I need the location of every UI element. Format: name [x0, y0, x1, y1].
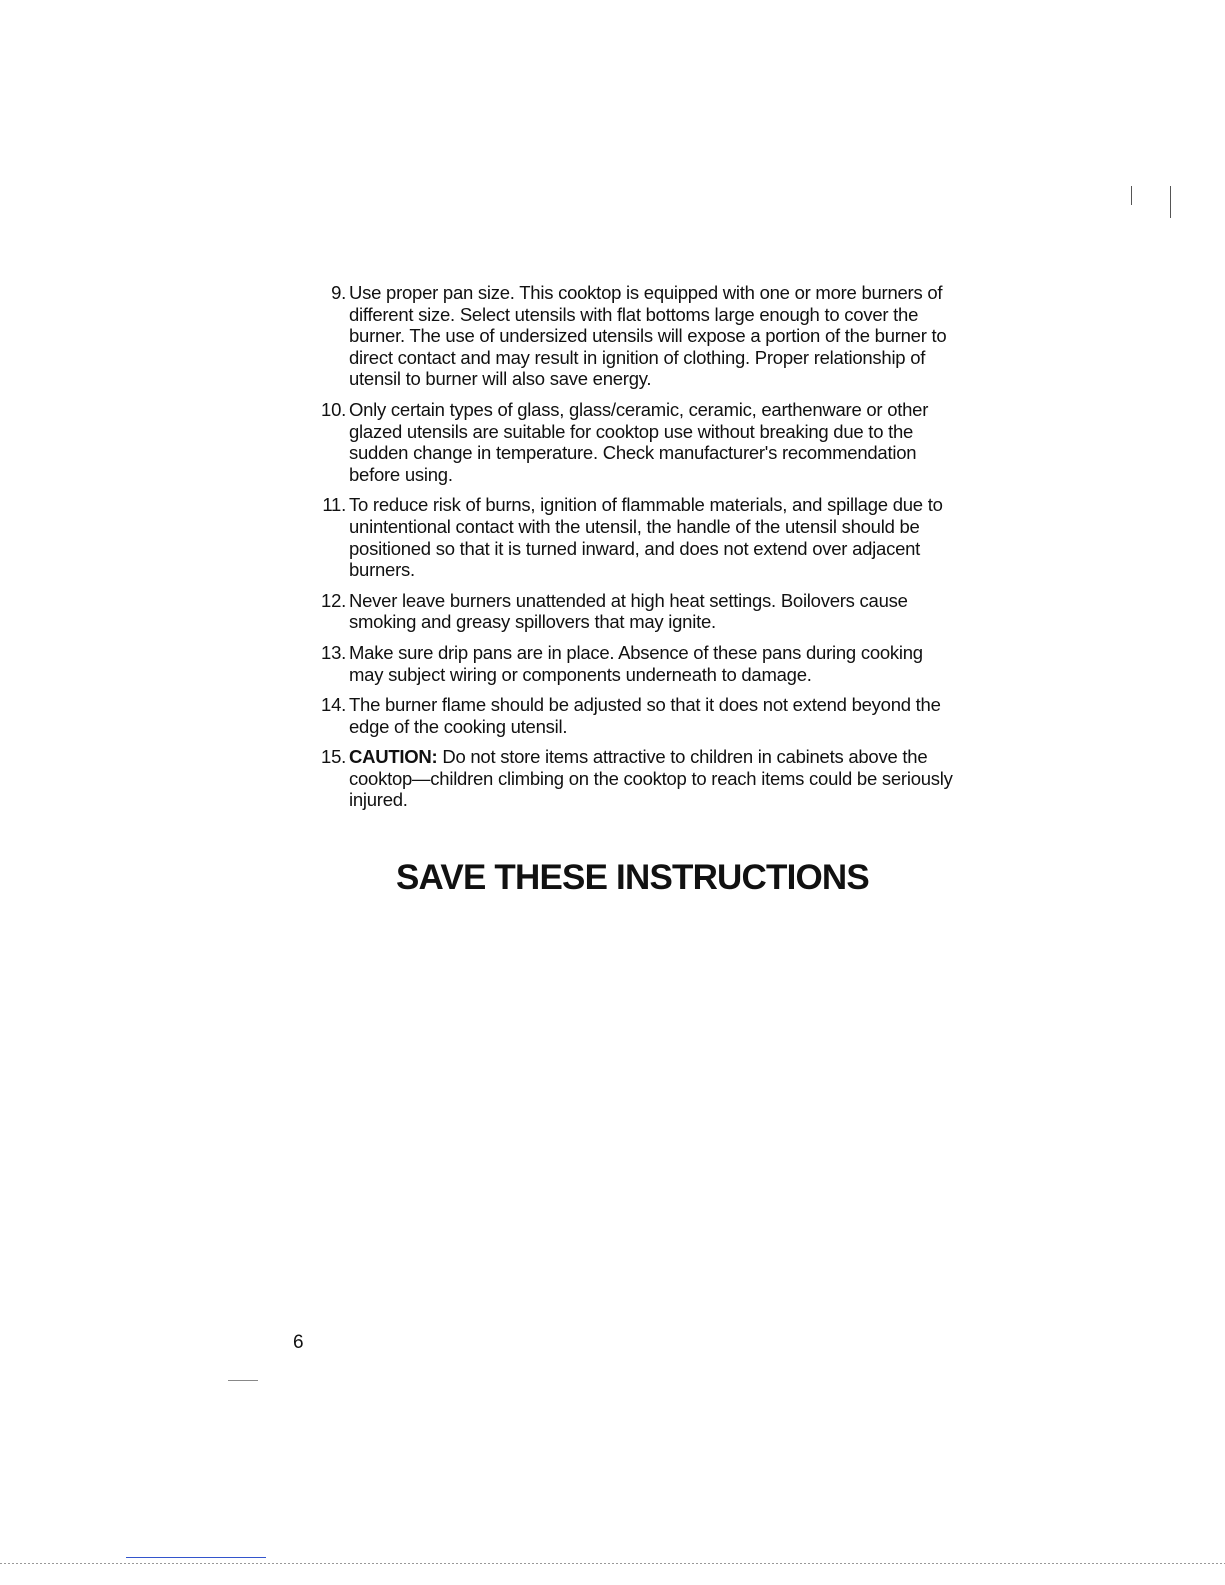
instruction-item [300, 494, 960, 580]
scan-mark [1170, 186, 1171, 218]
instruction-number: 9. [331, 282, 346, 303]
instruction-item [300, 694, 960, 737]
page-number: 6 [293, 1332, 304, 1353]
instruction-text: To reduce risk of burns, ignition of flammable materials, and spillage due to unintentional contact with the utensil, the handle of the utensil should be positioned so that it is turned inward, and does not extend over adjacent burners. [349, 494, 943, 581]
instruction-number: 12. [321, 589, 346, 611]
instruction-text: Never leave burners unattended at high heat settings. Boilovers cause smoking and greasy spillovers that may ignite. [349, 589, 908, 633]
scan-edge-line [0, 1563, 1225, 1564]
instruction-number: 10. [321, 398, 346, 420]
instruction-text: Do not store items attractive to children in cabinets above the cooktop—children climbing on the cooktop to reach items could be seriously injured. [349, 746, 953, 811]
instruction-item [300, 282, 960, 390]
scan-mark [1131, 186, 1132, 205]
save-instructions-heading: SAVE THESE INSTRUCTIONS [396, 858, 869, 897]
caution-label: CAUTION: [349, 746, 438, 768]
instruction-text: The burner flame should be adjusted so that it does not extend beyond the edge of the cooking utensil. [349, 694, 941, 737]
scan-edge-line [126, 1557, 266, 1558]
instruction-number: 14. [321, 694, 346, 716]
instruction-item [300, 590, 960, 633]
instruction-text: Make sure drip pans are in place. Absence of these pans during cooking may subject wiring or components underneath to damage. [349, 641, 923, 685]
instruction-text: Only certain types of glass, glass/ceramic, ceramic, earthenware or other glazed utensils are suitable for cooktop use without breaking due to the sudden change in temperature. Check manufacturer's recommendation before using. [349, 398, 929, 485]
instruction-text: Use proper pan size. This cooktop is equipped with one or more burners of different size. Select utensils with flat bottoms large enough to cover the burner. The use of undersized utensils will expose a portion of the burner to direct contact and may result in ignition of clothing. Proper relationship of utensil to burner will also save energy. [349, 282, 947, 390]
instruction-item [300, 642, 960, 685]
safety-instructions-list [300, 282, 960, 820]
instruction-item [300, 399, 960, 485]
instruction-text-wrapper [349, 746, 960, 811]
instruction-number: 11. [322, 494, 346, 516]
scan-mark [228, 1380, 258, 1381]
instruction-number: 15. [321, 746, 346, 768]
instruction-item [300, 746, 960, 811]
instruction-number: 13. [321, 641, 346, 663]
